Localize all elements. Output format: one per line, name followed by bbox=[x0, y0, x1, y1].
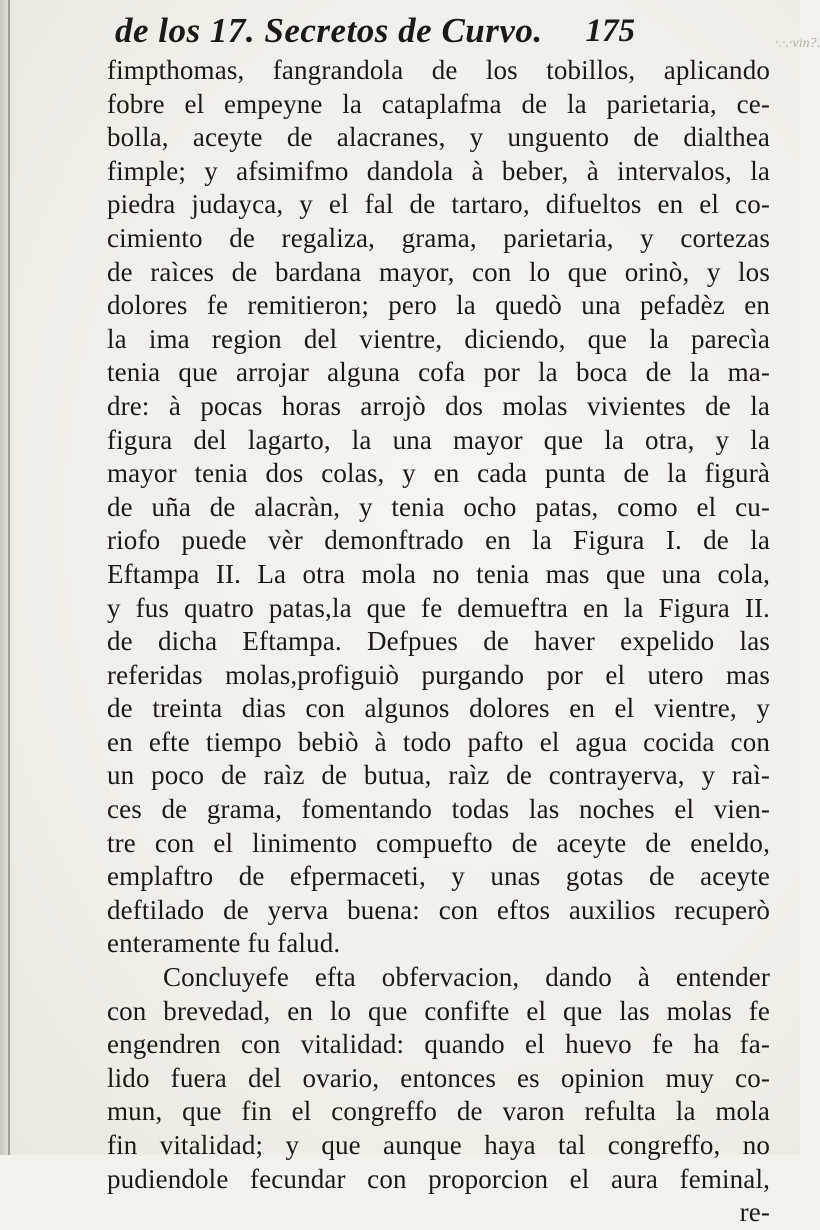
text-line: fobre el empeyne la cataplafma de la parietaria, ce- bbox=[107, 88, 770, 119]
text-line: de raìces de bardana mayor, con lo que orinò, y los bbox=[107, 256, 770, 287]
text-line: de dicha Eftampa. Defpues de haver expelido las bbox=[107, 626, 770, 657]
paragraph-end-line: enteramente fu falud. bbox=[107, 928, 341, 959]
text-line: y fus quatro patas,la que fe demueftra en la Figura II. bbox=[107, 592, 770, 623]
text-line: tenia que arrojar alguna cofa por la boca de la ma- bbox=[107, 357, 770, 388]
text-line: riofo puede vèr demonftrado en la Figura I. de la bbox=[107, 525, 770, 556]
text-line: figura del lagarto, la una mayor que la otra, y la bbox=[107, 424, 770, 455]
running-head bbox=[115, 8, 635, 54]
text-line: de treinta dias con algunos dolores en el vientre, y bbox=[107, 693, 770, 724]
binding-gutter bbox=[0, 0, 14, 1155]
text-line: dolores fe remitieron; pero la quedò una pefadèz en bbox=[107, 290, 770, 321]
binding-edge-line bbox=[8, 0, 10, 1155]
text-line: con brevedad, en lo que confifte el que las molas fe bbox=[107, 995, 770, 1026]
text-line: Eftampa II. La otra mola no tenia mas que una cola, bbox=[107, 558, 770, 589]
text-line: la ima region del vientre, diciendo, que la parecìa bbox=[107, 323, 770, 354]
text-line: emplaftro de efpermaceti, y unas gotas de aceyte bbox=[107, 861, 770, 892]
text-line: de uña de alacràn, y tenia ocho patas, como el cu- bbox=[107, 491, 770, 522]
text-line: un poco de raìz de butua, raìz de contrayerva, y raì- bbox=[107, 760, 770, 791]
text-line: tre con el linimento compuefto de aceyte de eneldo, bbox=[107, 827, 770, 858]
text-line: deftilado de yerva buena: con eftos auxilios recuperò bbox=[107, 894, 770, 925]
text-line: referidas molas,profiguiò purgando por el utero mas bbox=[107, 659, 770, 690]
text-line: piedra judayca, y el fal de tartaro, difueltos en el co- bbox=[107, 189, 770, 220]
text-line: en efte tiempo bebiò à todo pafto el agua cocida con bbox=[107, 726, 770, 757]
text-line: fimple; y afsimifmo dandola à beber, à intervalos, la bbox=[107, 155, 770, 186]
paragraph-start-line: Concluyefe efta obfervacion, dando à entender bbox=[163, 962, 770, 993]
text-line: mayor tenia dos colas, y en cada punta de la figurà bbox=[107, 458, 770, 489]
running-head-title: de los 17. Secretos de Curvo. bbox=[115, 11, 543, 50]
page-number: 175 bbox=[585, 13, 635, 49]
text-line: ces de grama, fomentando todas las noches el vien- bbox=[107, 794, 770, 825]
text-line: mun, que fin el congreffo de varon refulta la mola bbox=[107, 1096, 770, 1127]
catchword: re- bbox=[739, 1197, 770, 1228]
text-line: lido fuera del ovario, entonces es opinion muy co- bbox=[107, 1062, 770, 1093]
text-line: dre: à pocas horas arrojò dos molas vivientes de la bbox=[107, 390, 770, 421]
text-line: fin vitalidad; y que aunque haya tal congreffo, no bbox=[107, 1130, 770, 1160]
text-line: bolla, aceyte de alacranes, y unguento de dialthea bbox=[107, 122, 770, 153]
body-text bbox=[107, 54, 770, 1230]
show-through-text: ·.·.·vin?. bbox=[775, 36, 820, 51]
text-line: fimpthomas, fangrandola de los tobillos, aplicando bbox=[107, 55, 770, 85]
text-line: cimiento de regaliza, grama, parietaria, y cortezas bbox=[107, 222, 770, 253]
text-line: pudiendole fecundar con proporcion el aura feminal, bbox=[107, 1163, 770, 1194]
text-line: engendren con vitalidad: quando el huevo fe ha fa- bbox=[107, 1029, 770, 1060]
